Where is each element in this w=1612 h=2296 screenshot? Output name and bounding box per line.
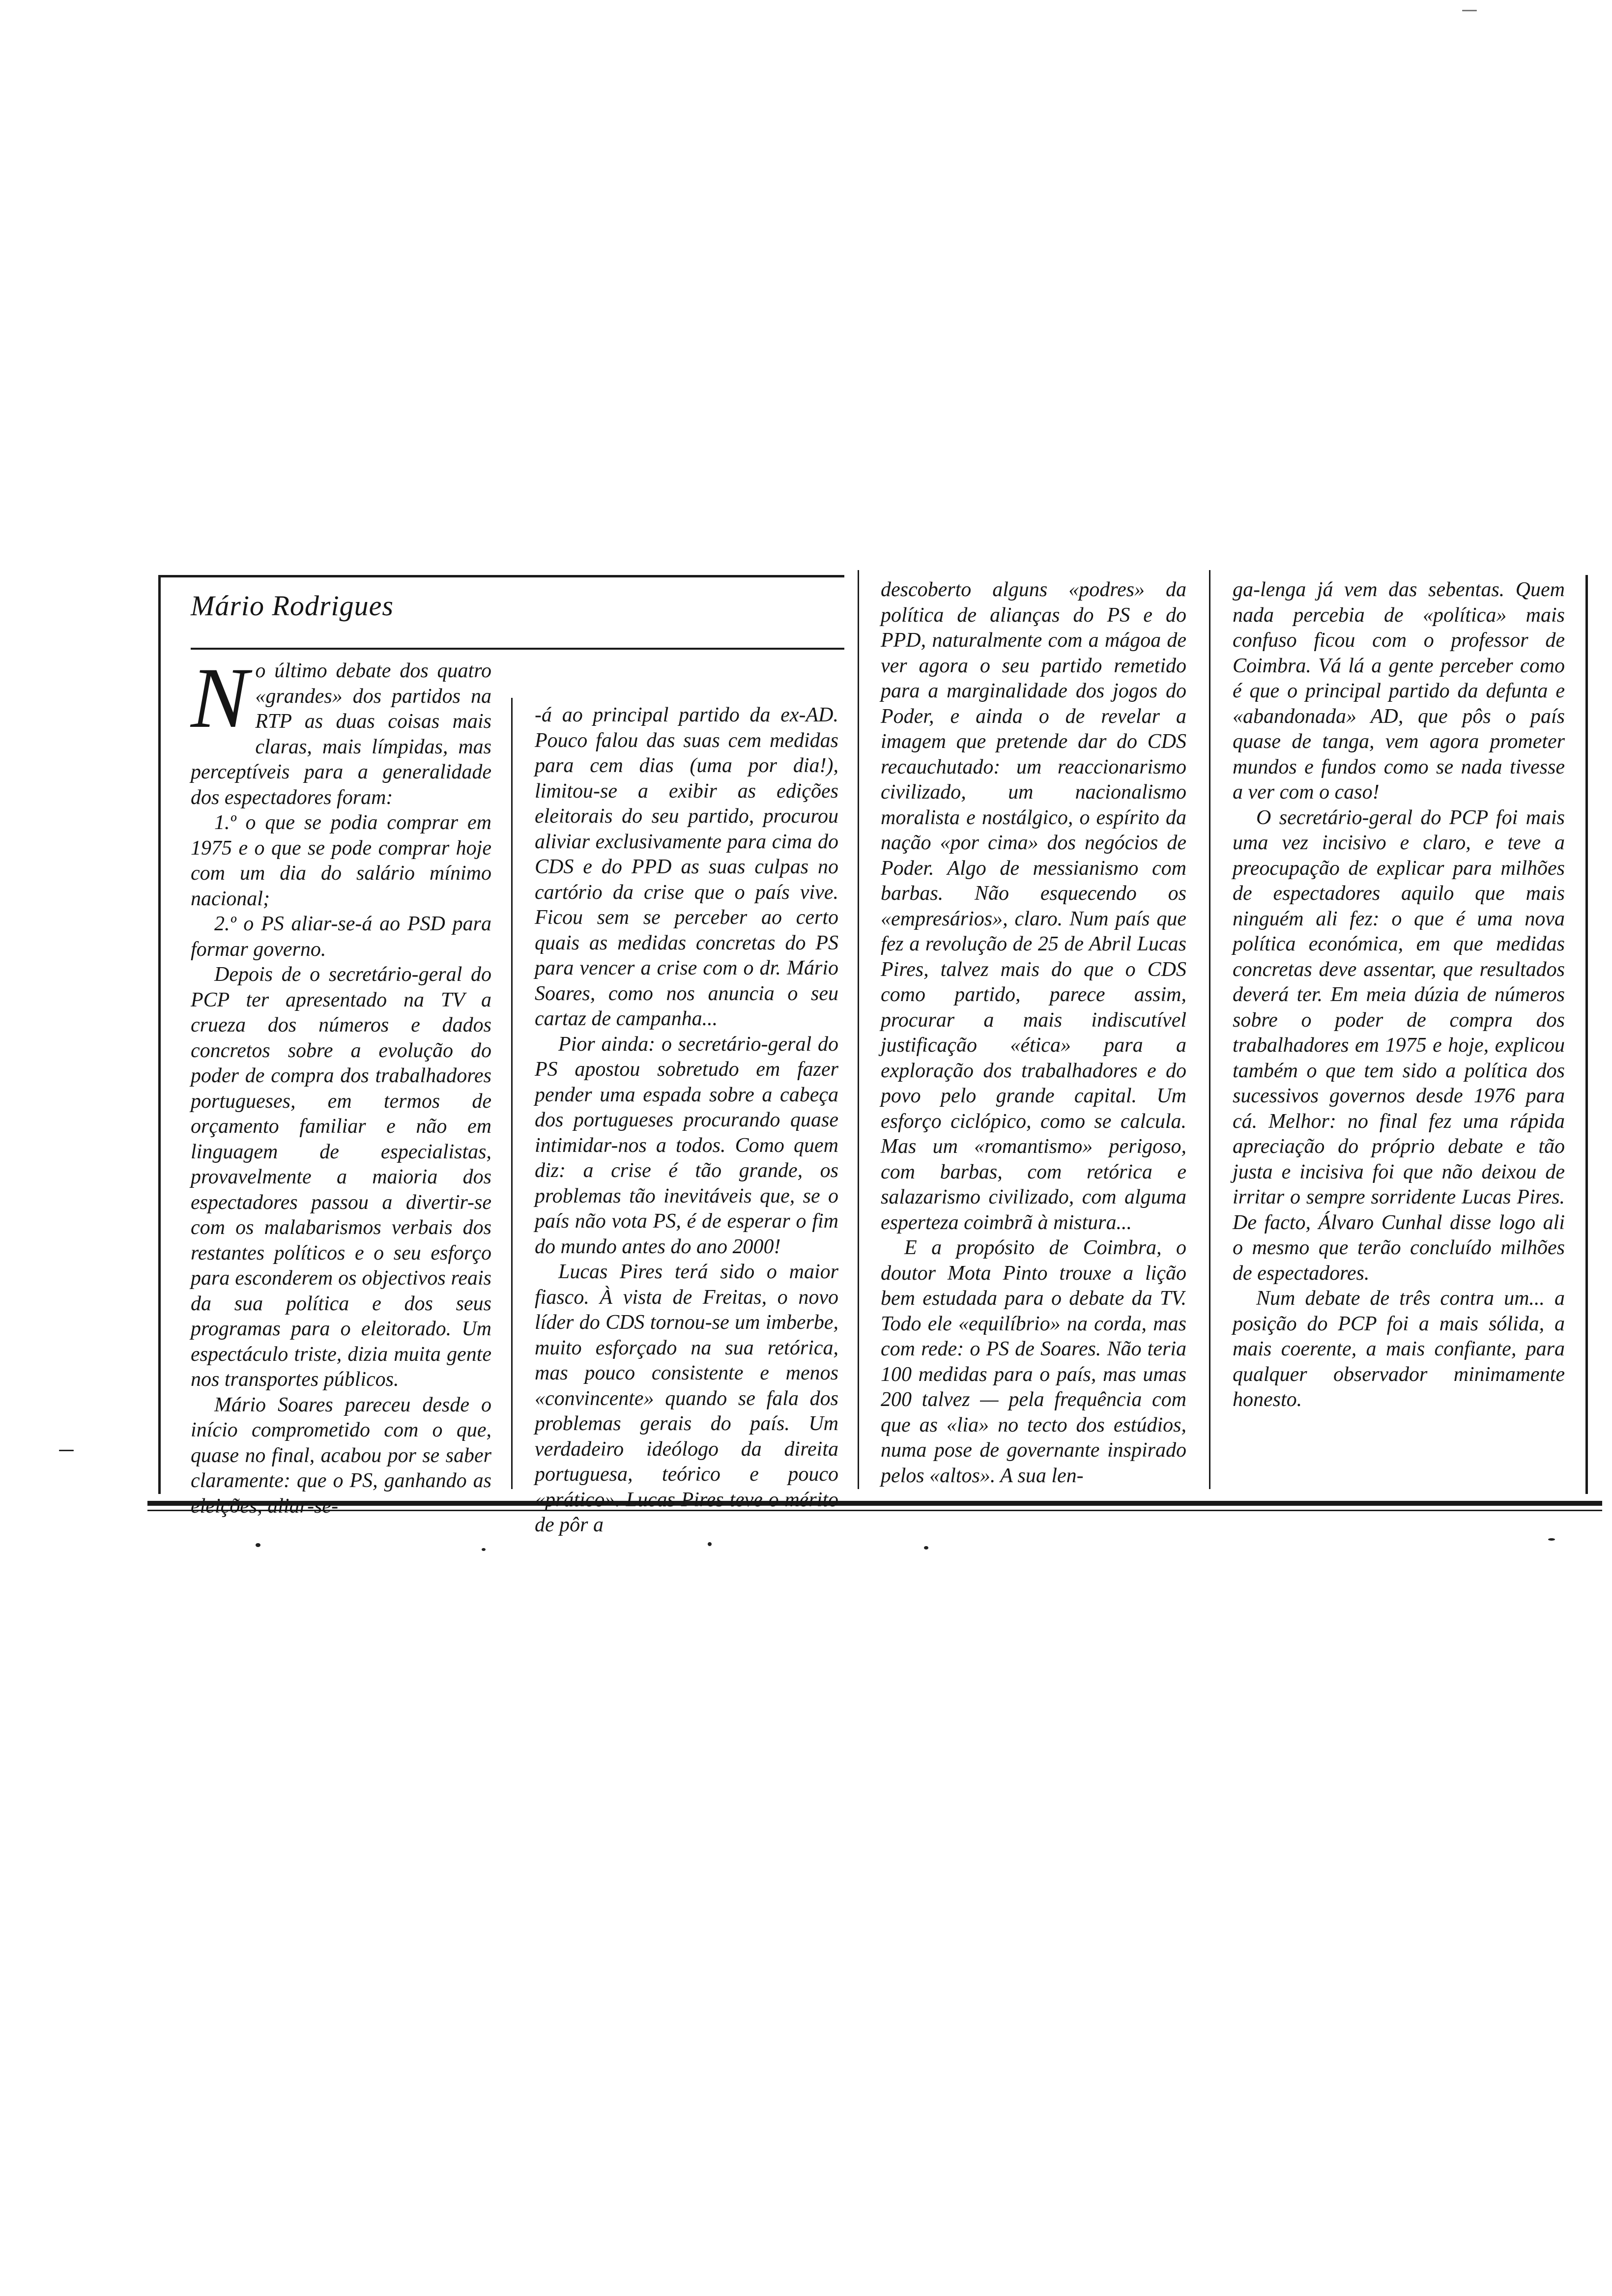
drop-cap: N (191, 650, 249, 746)
paragraph: O secretário-geral do PCP foi mais uma vez incisivo e claro, e teve a preocupação de explicar para milhões de espectadores aquilo que mais ninguém ali fez: o que é uma nova política económica, em que medidas concretas deve assentar, que resultados deverá ter. Em meia dúzia de números sobre o poder de compra dos trabalhadores em 1975 e hoje, explicou também o que tem sido a política dos sucessivos governos desde 1976 para cá. Melhor: no final fez uma rápida apreciação do próprio debate e tão justa e incisiva foi que não deixou de irritar o sempre sorridente Lucas Pires. De facto, Álvaro Cunhal disse logo ali o mesmo que terão concluído milhões de espectadores. (1233, 806, 1565, 1285)
scan-speck (59, 1450, 74, 1451)
paragraph: descoberto alguns «podres» da política de alianças do PS e do PPD, naturalmente com a mágoa de ver agora o seu partido remetido para a marginalidade dos jogos do Poder, e ainda o de revelar a imagem que pretende dar do CDS recauchutado: um reaccionarismo civilizado, um nacionalismo moralista e nostálgico, o espírito da nação «por cima» dos negócios de Poder. Algo de messianismo com barbas. Não esquecendo os «empresários», claro. Num país que fez a revolução de 25 de Abril Lucas Pires, talvez mais do que o CDS como partido, parece assim, procurar a mais indiscutível justificação «ética» para a exploração dos trabalhadores e do povo pelo grande capital. Um esforço ciclópico, como se calcula. Mas um «romantismo» perigoso, com barbas, com retórica e salazarismo civilizado, com alguma esperteza coimbrã à mistura... (881, 578, 1186, 1234)
paragraph: -á ao principal partido da ex-AD. Pouco falou das suas cem medidas para cem dias (uma por dia!), limitou-se a exibir as edições eleitorais do seu partido, procurou aliviar exclusivamente para cima do CDS e do PPD as suas culpas no cartório da crise que o país vive. Ficou sem se perceber ao certo quais as medidas concretas do PS para vencer a crise com o dr. Mário Soares, como nos anuncia o seu cartaz de campanha... (535, 704, 838, 1030)
scan-speck (1548, 1538, 1555, 1541)
scan-speck (256, 1543, 260, 1547)
top-rule (159, 575, 844, 577)
right-border-rule (1585, 575, 1588, 1494)
paragraph: E a propósito de Coimbra, o doutor Mota Pinto trouxe a lição bem estudada para o debate da TV. Todo ele «equilíbrio» na corda, mas com rede: o PS de Soares. Não teria 100 medidas para o país, mas umas 200 talvez — pela frequência com que as «lia» no tecto dos estúdios, numa pose de governante inspirado pelos «altos». A sua len- (881, 1236, 1186, 1487)
article-column-4 (1233, 577, 1565, 1494)
paragraph: Lucas Pires terá sido o maior fiasco. À vista de Freitas, o novo líder do CDS tornou-se um imberbe, muito esforçado na sua retórica, mas pouco consistente e menos «convincente» quando se fala dos problemas gerais do país. Um verdadeiro ideólogo da direita portuguesa, teórico e pouco «prático». Lucas Pires teve o mérito de pôr a (535, 1261, 838, 1536)
paragraph: o último debate dos quatro «grandes» dos partidos na RTP as duas coisas mais claras, mais límpidas, mas perceptíveis para a generalidade dos espectadores foram: (191, 660, 491, 809)
left-border-rule (158, 575, 161, 1494)
article-column-2 (535, 703, 838, 1536)
scan-speck (1462, 10, 1477, 11)
column-rule-2 (858, 570, 859, 1489)
article-column-1 (191, 650, 491, 1518)
byline-rule (191, 648, 844, 650)
paragraph: Depois de o secretário-geral do PCP ter apresentado na TV a crueza dos números e dados concretos sobre a evolução do poder de compra dos trabalhadores portugueses, em termos de orçamento familiar e não em linguagem de especialistas, provavelmente a maioria dos espectadores passou a divertir-se com os malabarismos verbais dos restantes políticos e o seu esforço para esconderem os objectivos reais da sua política e dos seus programas para o eleitorado. Um espectáculo triste, dizia muita gente nos transportes públicos. (191, 963, 491, 1391)
paragraph: Mário Soares pareceu desde o início comprometido com o que, quase no final, acabou por se saber claramente: que o PS, ganhando as eleições, aliar-se- (191, 1393, 491, 1518)
article-column-3 (881, 577, 1186, 1494)
paragraph: Num debate de três contra um... a posição do PCP foi a mais sólida, a mais coerente, a mais confiante, para qualquer observador minimamente honesto. (1233, 1287, 1565, 1411)
scan-speck (482, 1548, 486, 1551)
paragraph: ga-lenga já vem das sebentas. Quem nada percebia de «política» mais confuso ficou com o professor de Coimbra. Vá lá a gente perceber como é que o principal partido da defunta e «abandonada» AD, que pôs o país quase de tanga, vem agora prometer mundos e fundos como se nada tivesse a ver com o caso! (1233, 578, 1565, 804)
scan-speck (924, 1546, 928, 1550)
list-item: 1.º o que se podia comprar em 1975 e o que se pode comprar hoje com um dia do salário mínimo nacional; (191, 811, 491, 910)
paragraph: Pior ainda: o secretário-geral do PS apostou sobretudo em fazer pender uma espada sobre a cabeça dos portugueses procurando quase intimidar-nos a todos. Como quem diz: a crise é tão grande, os problemas tão inevitáveis que, se o país não vota PS, é de esperar o fim do mundo antes do ano 2000! (535, 1033, 838, 1258)
byline: Mário Rodrigues (191, 590, 394, 622)
scan-speck (708, 1542, 712, 1546)
column-rule-1 (511, 698, 513, 1489)
list-item: 2.º o PS aliar-se-á ao PSD para formar governo. (191, 913, 491, 961)
column-rule-3 (1209, 570, 1210, 1489)
